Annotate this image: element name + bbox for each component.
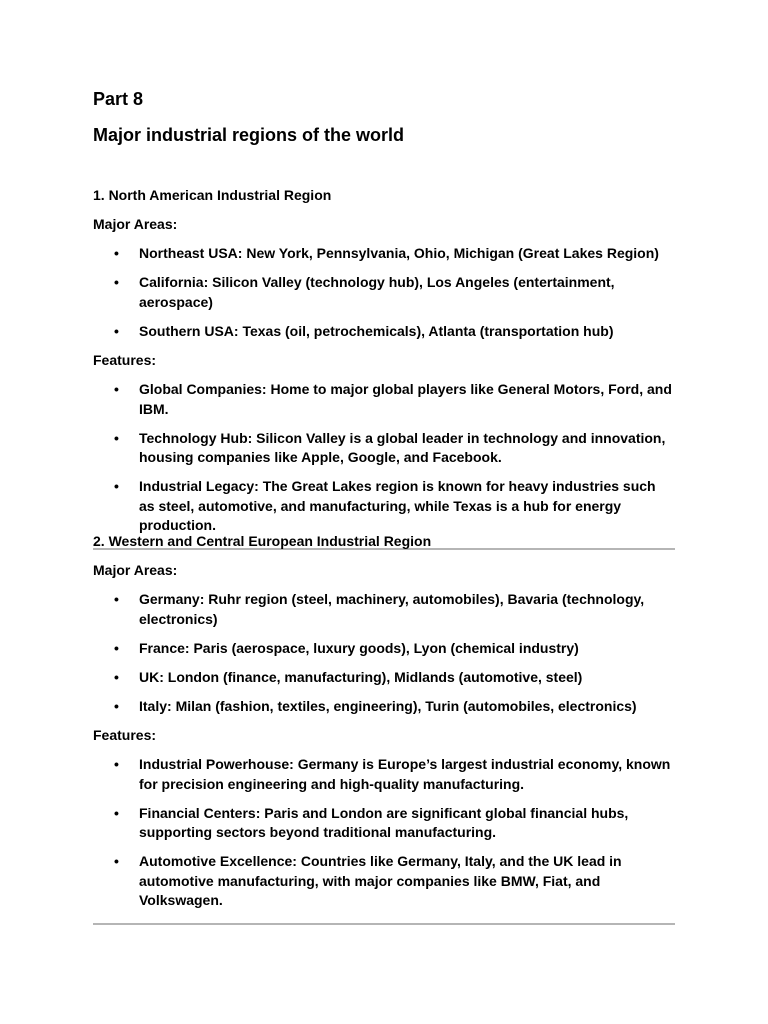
- list-item: [93, 477, 675, 536]
- features-list: [93, 755, 675, 911]
- part-label: Part 8: [93, 89, 144, 109]
- features-list: [93, 380, 675, 536]
- section-heading: 1. North American Industrial Region: [93, 187, 332, 203]
- page-title: Major industrial regions of the world: [93, 125, 405, 145]
- list-item: [93, 697, 675, 717]
- list-item: [93, 804, 675, 843]
- list-item: [93, 668, 675, 688]
- list-item-text: UK: London (finance, manufacturing), Midlands (automotive, steel): [139, 668, 583, 685]
- bullet-icon: •: [114, 322, 119, 339]
- bullet-icon: •: [114, 429, 119, 446]
- bullet-icon: •: [114, 381, 119, 397]
- section-divider: [93, 923, 675, 925]
- list-item: [93, 273, 675, 312]
- bullet-icon: •: [114, 697, 119, 714]
- list-item-text: Automotive Excellence: Countries like Germany, Italy, and the UK lead in automotive manufacturing, with major companies like BMW, Fiat, and Volkswagen.: [139, 853, 622, 908]
- bullet-icon: •: [114, 274, 119, 290]
- bullet-icon: •: [114, 804, 119, 821]
- bullet-icon: •: [114, 245, 119, 261]
- list-item-text: Industrial Legacy: The Great Lakes region is known for heavy industries such as steel, automotive, and manufacturing, while Texas is a hub for energy production.: [139, 478, 656, 533]
- bullet-icon: •: [114, 478, 119, 494]
- list-item-text: Southern USA: Texas (oil, petrochemicals), Atlanta (transportation hub): [139, 322, 614, 339]
- bullet-icon: •: [114, 639, 119, 656]
- bullet-icon: •: [114, 668, 119, 685]
- list-item-text: Industrial Powerhouse: Germany is Europe’s largest industrial economy, known for precision engineering and high-quality manufacturing.: [139, 756, 671, 792]
- list-item: [93, 852, 675, 911]
- list-item-text: Germany: Ruhr region (steel, machinery, automobiles), Bavaria (technology, electronics): [139, 591, 645, 627]
- list-item-text: France: Paris (aerospace, luxury goods), Lyon (chemical industry): [139, 639, 579, 656]
- list-item-text: Financial Centers: Paris and London are significant global financial hubs, supporting sectors beyond traditional manufacturing.: [139, 804, 629, 840]
- list-item: [93, 244, 675, 264]
- list-item: [93, 755, 675, 794]
- section-north-america: [93, 186, 675, 550]
- section-europe: [93, 532, 675, 925]
- list-item-text: Italy: Milan (fashion, textiles, engineering), Turin (automobiles, electronics): [139, 697, 637, 714]
- list-item-text: California: Silicon Valley (technology hub), Los Angeles (entertainment, aerospace): [139, 274, 615, 310]
- major-areas-label: Major Areas:: [93, 216, 178, 232]
- major-areas-label: Major Areas:: [93, 562, 178, 578]
- features-label: Features:: [93, 727, 157, 743]
- list-item: [93, 380, 675, 419]
- list-item-text: Global Companies: Home to major global players like General Motors, Ford, and IBM.: [139, 381, 672, 417]
- features-label: Features:: [93, 352, 157, 368]
- major-areas-list: [93, 590, 675, 716]
- list-item-text: Northeast USA: New York, Pennsylvania, Ohio, Michigan (Great Lakes Region): [139, 245, 659, 261]
- bullet-icon: •: [114, 756, 119, 772]
- list-item: [93, 590, 675, 629]
- list-item: [93, 429, 675, 468]
- bullet-icon: •: [114, 591, 119, 607]
- list-item: [93, 639, 675, 659]
- bullet-icon: •: [114, 853, 119, 869]
- list-item-text: Technology Hub: Silicon Valley is a global leader in technology and innovation, housing companies like Apple, Google, and Facebook.: [139, 429, 666, 465]
- section-heading: 2. Western and Central European Industrial Region: [93, 533, 432, 549]
- major-areas-list: [93, 244, 675, 341]
- list-item: [93, 322, 675, 342]
